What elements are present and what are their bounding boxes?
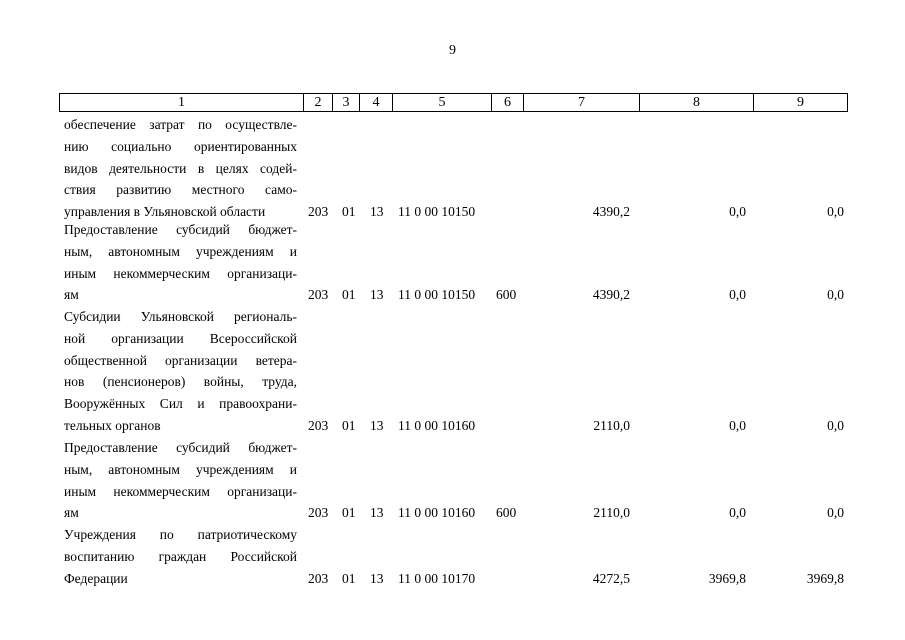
cell-col4: 13 [370, 418, 384, 433]
cell-col2: 203 [308, 571, 329, 586]
header-cell: 4 [360, 94, 393, 111]
cell-col7: 4390,2 [592, 287, 630, 302]
row-name [64, 437, 297, 524]
header-cell: 7 [524, 94, 640, 111]
row-name-line: Субсидии Ульяновской региональ- [64, 309, 297, 324]
row-name-line: нию социально ориентированных [64, 138, 297, 154]
cell-col6: 600 [496, 505, 517, 520]
row-name-line: ям [64, 505, 79, 521]
row-name-line: обеспечение затрат по осуществле- [64, 117, 297, 132]
row-name-line: воспитанию граждан Российской [64, 548, 297, 564]
cell-col4: 13 [370, 571, 384, 586]
cell-col7: 2110,0 [593, 418, 630, 433]
row-name-line: иным некоммерческим организаци- [64, 265, 297, 281]
cell-col7: 4390,2 [592, 204, 630, 219]
row-name [64, 219, 297, 306]
cell-col7: 4272,5 [592, 571, 630, 586]
cell-col9: 0,0 [827, 204, 844, 219]
header-cell: 5 [393, 94, 492, 111]
row-name-line: ным, автономным учреждениям и [64, 461, 297, 477]
row-name-line: общественной организации ветера- [64, 352, 297, 368]
row-name-line: ям [64, 287, 79, 303]
header-cell: 2 [304, 94, 333, 111]
cell-col2: 203 [308, 418, 329, 433]
row-name-line: управления в Ульяновской области [64, 204, 266, 220]
cell-col8: 3969,8 [708, 571, 746, 586]
cell-col2: 203 [308, 505, 329, 520]
cell-col9: 0,0 [827, 418, 844, 433]
cell-col3: 01 [342, 204, 356, 219]
cell-col5: 11 0 00 10150 [398, 287, 476, 302]
cell-col8: 0,0 [729, 287, 746, 302]
row-name-line: иным некоммерческим организаци- [64, 483, 297, 499]
cell-col9: 3969,8 [806, 571, 844, 586]
cell-col8: 0,0 [729, 204, 746, 219]
row-name-line: Вооружённых Сил и правоохрани- [64, 396, 297, 412]
cell-col8: 0,0 [729, 505, 746, 520]
cell-col4: 13 [370, 204, 384, 219]
cell-col5: 11 0 00 10170 [398, 571, 476, 586]
table-header [59, 93, 848, 112]
row-name-line: нов (пенсионеров) войны, труда, [64, 374, 297, 390]
row-name-line: Учреждения по патриотическому [64, 527, 297, 542]
cell-col7: 2110,0 [593, 505, 630, 520]
header-cell: 9 [797, 95, 804, 110]
cell-col2: 203 [308, 204, 329, 219]
cell-col5: 11 0 00 10160 [398, 505, 476, 520]
row-name-line: ствия развитию местного само- [64, 182, 297, 198]
row-name-line: тельных органов [64, 417, 161, 433]
cell-col9: 0,0 [827, 505, 844, 520]
cell-col4: 13 [370, 287, 384, 302]
row-name-line: ной организации Всероссийской [64, 330, 297, 346]
header-cell: 6 [492, 94, 524, 111]
cell-col3: 01 [342, 505, 356, 520]
cell-col8: 0,0 [729, 418, 746, 433]
row-name-line: Предоставление субсидий бюджет- [64, 222, 297, 237]
row-name-line: видов деятельности в целях содей- [64, 160, 297, 176]
row-name-line: ным, автономным учреждениям и [64, 243, 297, 259]
row-name-line: Предоставление субсидий бюджет- [64, 440, 297, 455]
row-name [64, 306, 297, 437]
row-name [64, 114, 297, 223]
cell-col5: 11 0 00 10160 [398, 418, 476, 433]
cell-col3: 01 [342, 287, 356, 302]
header-cell: 1 [60, 94, 304, 111]
cell-col3: 01 [342, 571, 356, 586]
cell-col2: 203 [308, 287, 329, 302]
cell-col3: 01 [342, 418, 356, 433]
header-cell: 3 [333, 94, 360, 111]
cell-col6: 600 [496, 287, 517, 302]
cell-col9: 0,0 [827, 287, 844, 302]
header-cell: 8 [640, 94, 754, 111]
page-number: 9 [449, 43, 456, 58]
row-name-line: Федерации [64, 570, 128, 586]
cell-col5: 11 0 00 10150 [398, 204, 476, 219]
cell-col4: 13 [370, 505, 384, 520]
row-name [64, 524, 297, 589]
